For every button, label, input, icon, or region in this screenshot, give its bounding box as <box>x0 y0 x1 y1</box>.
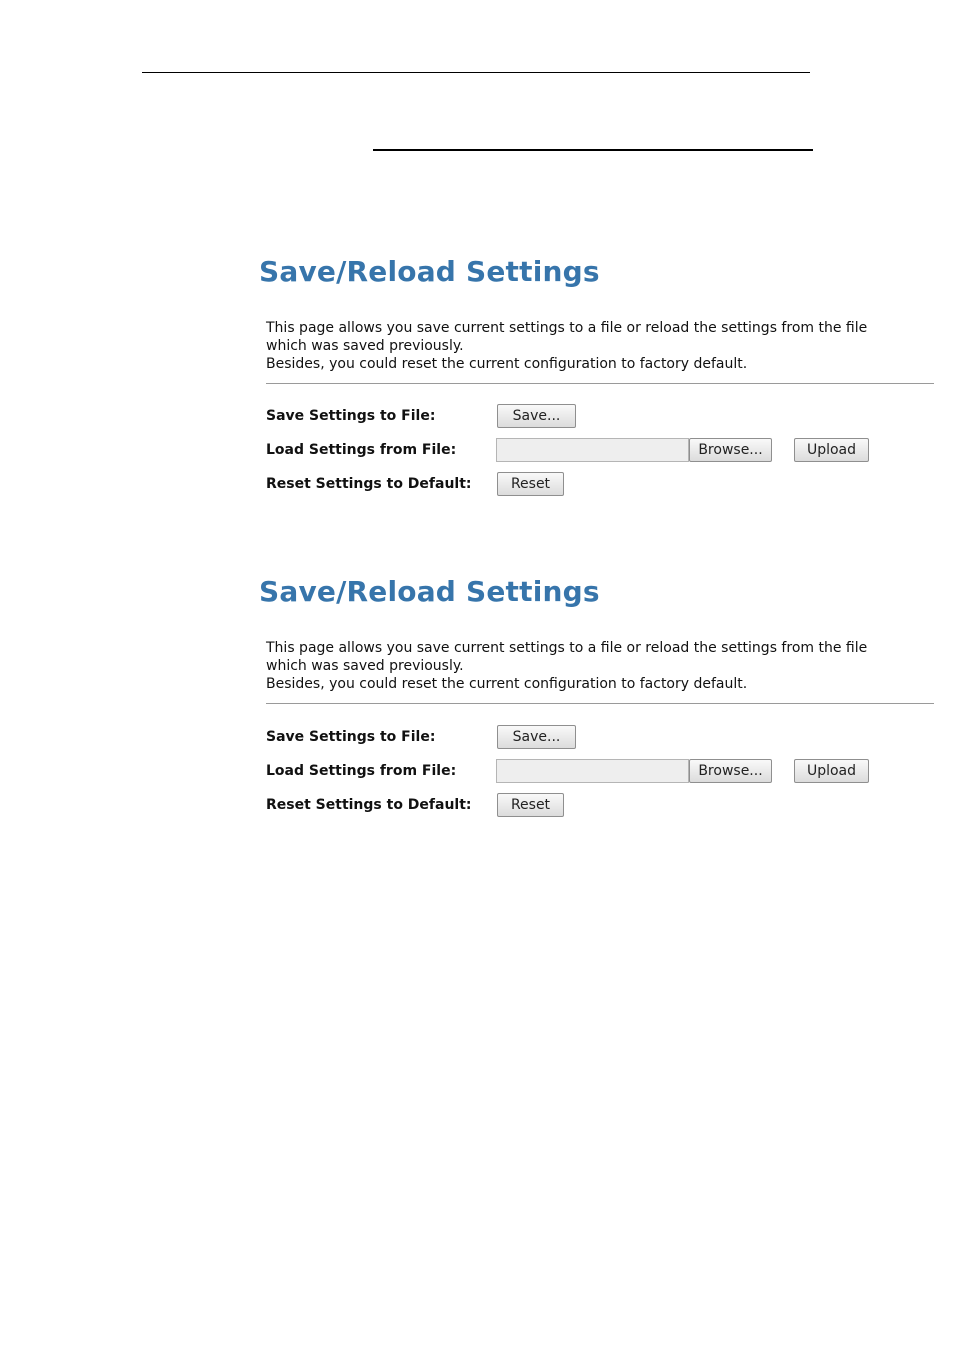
page-description <box>266 639 934 693</box>
page-title: Save/Reload Settings <box>259 255 600 288</box>
reset-settings-label: Reset Settings to Default: <box>266 476 472 492</box>
save-settings-label: Save Settings to File: <box>266 408 436 424</box>
page-title: Save/Reload Settings <box>259 575 600 608</box>
description-line: This page allows you save current settings to a file or reload the settings from the file <box>266 320 868 336</box>
reset-button[interactable]: Reset <box>497 793 564 817</box>
load-settings-label: Load Settings from File: <box>266 763 457 779</box>
file-path-input[interactable] <box>496 438 689 462</box>
page-description <box>266 319 934 373</box>
description-line: which was saved previously. <box>266 658 464 674</box>
save-settings-label: Save Settings to File: <box>266 729 436 745</box>
section-divider <box>266 383 934 384</box>
description-line: This page allows you save current settings to a file or reload the settings from the file <box>266 640 868 656</box>
description-line: which was saved previously. <box>266 338 464 354</box>
upload-button[interactable]: Upload <box>794 438 869 462</box>
reset-settings-label: Reset Settings to Default: <box>266 797 472 813</box>
reset-button[interactable]: Reset <box>497 472 564 496</box>
upload-button[interactable]: Upload <box>794 759 869 783</box>
browse-button[interactable]: Browse... <box>689 759 772 783</box>
browse-button[interactable]: Browse... <box>689 438 772 462</box>
description-line: Besides, you could reset the current configuration to factory default. <box>266 356 748 372</box>
save-button[interactable]: Save... <box>497 404 576 428</box>
header-rule <box>142 72 810 73</box>
section-divider <box>266 703 934 704</box>
load-settings-label: Load Settings from File: <box>266 442 457 458</box>
save-button[interactable]: Save... <box>497 725 576 749</box>
header-underline <box>373 149 813 151</box>
file-path-input[interactable] <box>496 759 689 783</box>
description-line: Besides, you could reset the current configuration to factory default. <box>266 676 748 692</box>
